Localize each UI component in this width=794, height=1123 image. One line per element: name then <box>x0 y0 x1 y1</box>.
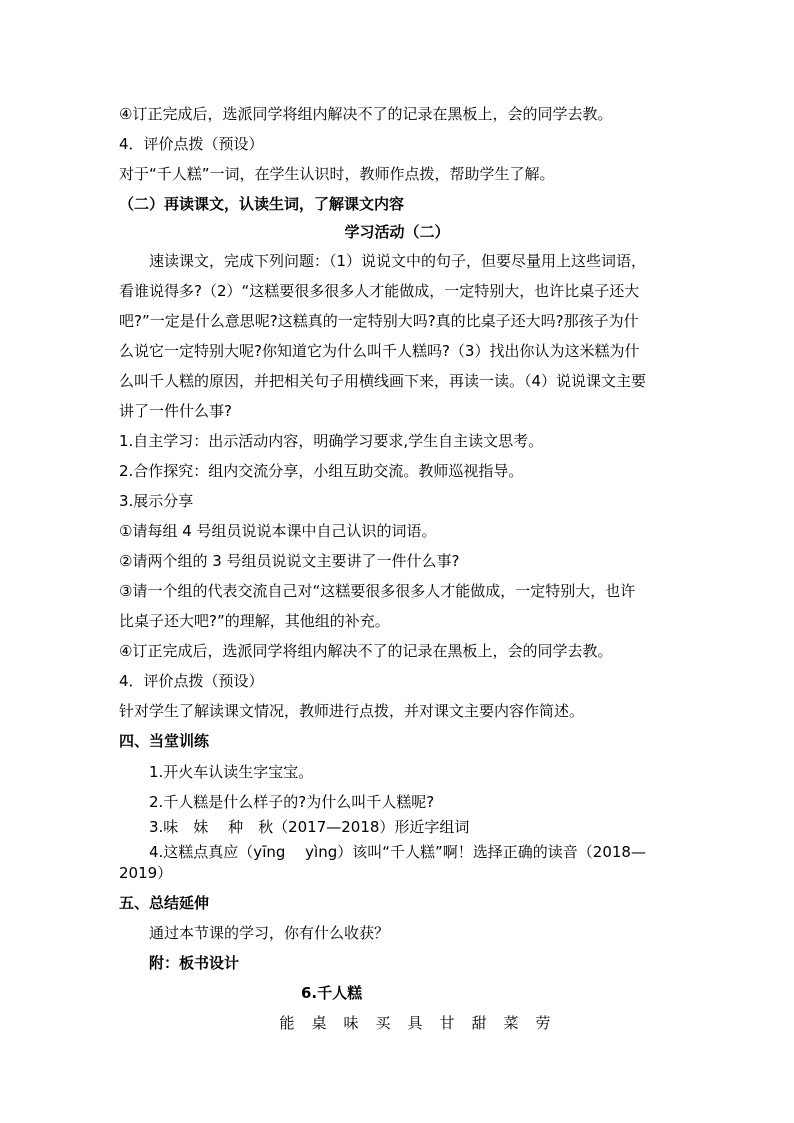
share-item-2: ②请两个组的 3 号组员说说文主要讲了一件什么事? <box>119 552 460 570</box>
paragraph-line: 么说它一定特别大呢?你知道它为什么叫千人糕吗?（3）找出你认为这米糕为什 <box>119 342 640 360</box>
board-char: 具 <box>407 1014 423 1032</box>
board-char: 能 <box>279 1014 295 1032</box>
exercise-2: 2.千人糕是什么样子的?为什么叫千人糕呢? <box>149 793 435 811</box>
exercise-3: 3.味 妹 种 秋（2017—2018）形近字组词 <box>149 818 470 836</box>
share-item-4: ④订正完成后，选派同学将组内解决不了的记录在黑板上，会的同学去教。 <box>119 642 613 660</box>
evaluation-heading: 4．评价点拨（预设） <box>119 135 264 153</box>
board-char: 买 <box>375 1014 391 1032</box>
board-characters <box>271 1013 559 1033</box>
summary-question: 通过本节课的学习，你有什么收获？ <box>149 924 390 942</box>
board-char: 甘 <box>439 1014 455 1032</box>
board-char: 桌 <box>311 1014 327 1032</box>
section-4-heading: 四、当堂训练 <box>119 732 210 750</box>
paragraph-line: 速读课文，完成下列问题：（1）说说文中的句子，但要尽量用上这些词语， <box>149 252 647 270</box>
exercise-1: 1.开火车认读生字宝宝。 <box>149 763 314 781</box>
step-4-correction: ④订正完成后，选派同学将组内解决不了的记录在黑板上，会的同学去教。 <box>119 105 613 123</box>
cooperative-inquiry: 2.合作探究：组内交流分享，小组互助交流。教师巡视指导。 <box>119 462 524 480</box>
board-title: 6.千人糕 <box>301 984 363 1002</box>
paragraph-line: 讲了一件什么事? <box>119 402 232 420</box>
section-2-heading: （二）再读课文，认读生词，了解课文内容 <box>119 195 405 213</box>
share-item-1: ①请每组 4 号组员说说本课中自己认识的词语。 <box>119 522 437 540</box>
exercise-4-cont: 2019） <box>119 864 173 882</box>
paragraph-line: 么叫千人糕的原因，并把相关句子用横线画下来，再读一读。（4）说说课文主要 <box>119 372 647 390</box>
paragraph-line: 吧?”一定是什么意思呢?这糕真的一定特别大吗?真的比桌子还大吗?那孩子为什 <box>119 312 639 330</box>
exercise-4: 4.这糕点真应（yīng yìng）该叫“千人糕”啊！选择正确的读音（2018— <box>149 843 646 861</box>
evaluation-text: 对于“千人糕”一词，在学生认识时，教师作点拨，帮助学生了解。 <box>119 165 555 183</box>
evaluation-text-2: 针对学生了解读课文情况，教师进行点拨，并对课文主要内容作简述。 <box>119 702 585 720</box>
share-item-3: ③请一个组的代表交流自己对“这糕要很多很多人才能做成，一定特别大，也许 <box>119 582 636 600</box>
share-item-3-cont: 比桌子还大吧?”的理解，其他组的补充。 <box>119 612 390 630</box>
board-char: 劳 <box>535 1014 551 1032</box>
paragraph-line: 看谁说得多?（2）“这糕要很多很多人才能做成，一定特别大，也许比桌子还大 <box>119 282 640 300</box>
section-5-heading: 五、总结延伸 <box>119 894 210 912</box>
activity-2-title: 学习活动（二） <box>344 223 450 241</box>
board-char: 菜 <box>503 1014 519 1032</box>
board-design-heading: 附：板书设计 <box>149 954 240 972</box>
board-char: 甜 <box>471 1014 487 1032</box>
board-char: 味 <box>343 1014 359 1032</box>
evaluation-heading-2: 4．评价点拨（预设） <box>119 672 264 690</box>
self-study: 1.自主学习：出示活动内容，明确学习要求,学生自主读文思考。 <box>119 432 544 450</box>
display-share-heading: 3.展示分享 <box>119 492 194 510</box>
